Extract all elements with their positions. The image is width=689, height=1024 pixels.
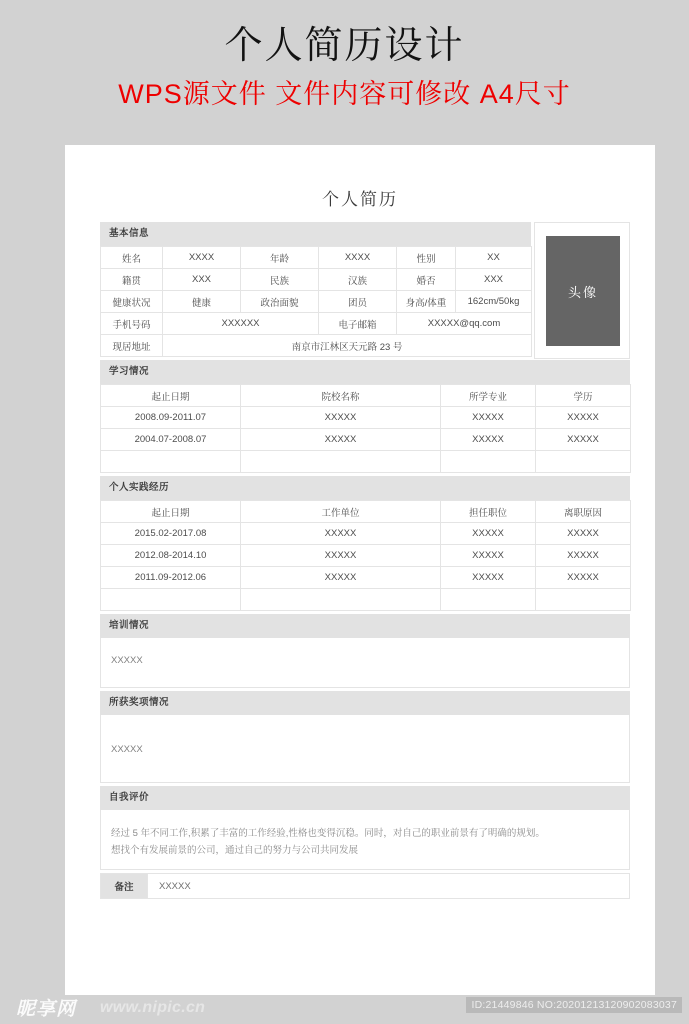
cell-value-height-weight: 162cm/50kg (456, 291, 532, 313)
self-evaluation-content-area[interactable] (100, 810, 630, 870)
awards-content: XXXXX (111, 744, 143, 755)
training-section (100, 614, 630, 688)
cell-value-name: XXXX (163, 247, 241, 269)
table-row (101, 567, 631, 589)
awards-section (100, 691, 630, 783)
cell-exp-employer (241, 589, 441, 611)
cell-label-age: 年龄 (241, 247, 319, 269)
basic-info-table (100, 246, 532, 357)
table-row (101, 335, 532, 357)
cell-exp-employer: XXXXX (241, 567, 441, 589)
table-row (101, 247, 532, 269)
photo-cell (534, 222, 630, 359)
cell-edu-school: XXXXX (241, 429, 441, 451)
table-row (101, 269, 532, 291)
cell-label-ethnicity: 民族 (241, 269, 319, 291)
image-id-badge: ID:21449846 NO:20201213120902083037 (466, 997, 682, 1013)
cell-value-address: 南京市江林区天元路 23 号 (163, 335, 532, 357)
cell-edu-major (441, 451, 536, 473)
basic-info-section (100, 222, 630, 357)
table-row (101, 313, 532, 335)
experience-section (100, 476, 630, 611)
table-row (101, 407, 631, 429)
cell-label-name: 姓名 (101, 247, 163, 269)
cell-value-ethnicity: 汉族 (319, 269, 397, 291)
col-header-reason: 离职原因 (536, 501, 631, 523)
remarks-value[interactable]: XXXXX (147, 874, 629, 898)
cell-exp-position (441, 589, 536, 611)
cell-edu-degree: XXXXX (536, 429, 631, 451)
cell-edu-degree (536, 451, 631, 473)
col-header-date: 起止日期 (101, 385, 241, 407)
self-evaluation-line-1: 经过 5 年不同工作,积累了丰富的工作经验,性格也变得沉稳。同时，对自己的职业前景有了明确的规划。 (111, 828, 545, 839)
table-row (101, 291, 532, 313)
cell-label-address: 现居地址 (101, 335, 163, 357)
footer-watermark-bar (0, 988, 689, 1024)
cell-value-age: XXXX (319, 247, 397, 269)
cell-exp-date: 2011.09-2012.06 (101, 567, 241, 589)
col-header-date: 起止日期 (101, 501, 241, 523)
cell-edu-major: XXXXX (441, 407, 536, 429)
cell-exp-reason: XXXXX (536, 523, 631, 545)
col-header-degree: 学历 (536, 385, 631, 407)
cell-label-health: 健康状况 (101, 291, 163, 313)
awards-content-area[interactable] (100, 715, 630, 783)
cell-label-height-weight: 身高/体重 (397, 291, 456, 313)
cell-value-hometown: XXX (163, 269, 241, 291)
table-row (101, 451, 631, 473)
cell-exp-date: 2015.02-2017.08 (101, 523, 241, 545)
basic-info-table-area (100, 222, 531, 357)
nipic-url: www.nipic.cn (100, 999, 206, 1016)
education-section (100, 360, 630, 473)
col-header-position: 担任职位 (441, 501, 536, 523)
cell-exp-date: 2012.08-2014.10 (101, 545, 241, 567)
section-header-training: 培训情况 (100, 614, 630, 638)
cell-value-gender: XX (456, 247, 532, 269)
training-content-area[interactable] (100, 638, 630, 688)
table-header-row (101, 385, 631, 407)
training-content: XXXXX (111, 655, 143, 666)
cell-edu-date: 2004.07-2008.07 (101, 429, 241, 451)
table-row (101, 545, 631, 567)
col-header-employer: 工作单位 (241, 501, 441, 523)
table-header-row (101, 501, 631, 523)
promo-title: 个人简历设计 (224, 25, 465, 67)
nipic-logo: 昵享网 (16, 999, 77, 1020)
cell-edu-school (241, 451, 441, 473)
cell-label-phone: 手机号码 (101, 313, 163, 335)
cell-value-political: 团员 (319, 291, 397, 313)
section-header-experience: 个人实践经历 (100, 476, 630, 500)
table-row (101, 429, 631, 451)
experience-table (100, 500, 631, 611)
cell-label-hometown: 籍贯 (101, 269, 163, 291)
cell-exp-reason: XXXXX (536, 567, 631, 589)
resume-content (100, 222, 630, 899)
remarks-section (100, 873, 630, 899)
education-table (100, 384, 631, 473)
cell-exp-position: XXXXX (441, 545, 536, 567)
section-header-education: 学习情况 (100, 360, 630, 384)
cell-edu-date (101, 451, 241, 473)
promo-header (0, 0, 689, 116)
col-header-major: 所学专业 (441, 385, 536, 407)
cell-label-email: 电子邮箱 (319, 313, 397, 335)
cell-exp-position: XXXXX (441, 523, 536, 545)
promo-subtitle: WPS源文件 文件内容可修改 A4尺寸 (118, 79, 571, 109)
cell-edu-degree: XXXXX (536, 407, 631, 429)
cell-edu-major: XXXXX (441, 429, 536, 451)
cell-label-gender: 性别 (397, 247, 456, 269)
cell-exp-date (101, 589, 241, 611)
remarks-label: 备注 (101, 874, 147, 898)
cell-value-phone: XXXXXX (163, 313, 319, 335)
cell-exp-employer: XXXXX (241, 545, 441, 567)
resume-page-sheet (65, 145, 655, 995)
cell-label-political: 政治面貌 (241, 291, 319, 313)
section-header-awards: 所获奖项情况 (100, 691, 630, 715)
cell-exp-employer: XXXXX (241, 523, 441, 545)
cell-exp-reason (536, 589, 631, 611)
col-header-school: 院校名称 (241, 385, 441, 407)
cell-exp-reason: XXXXX (536, 545, 631, 567)
cell-value-email: XXXXX@qq.com (397, 313, 532, 335)
cell-value-health: 健康 (163, 291, 241, 313)
table-row (101, 589, 631, 611)
self-evaluation-section (100, 786, 630, 870)
resume-page-title: 个人简历 (322, 190, 398, 209)
section-header-self-evaluation: 自我评价 (100, 786, 630, 810)
cell-exp-position: XXXXX (441, 567, 536, 589)
cell-value-marital: XXX (456, 269, 532, 291)
table-row (101, 523, 631, 545)
cell-label-marital: 婚否 (397, 269, 456, 291)
section-header-basic-info: 基本信息 (100, 222, 531, 246)
cell-edu-date: 2008.09-2011.07 (101, 407, 241, 429)
self-evaluation-line-2: 想找个有发展前景的公司，通过自己的努力与公司共同发展 (111, 845, 359, 856)
cell-edu-school: XXXXX (241, 407, 441, 429)
photo-placeholder[interactable]: 头像 (546, 236, 620, 346)
